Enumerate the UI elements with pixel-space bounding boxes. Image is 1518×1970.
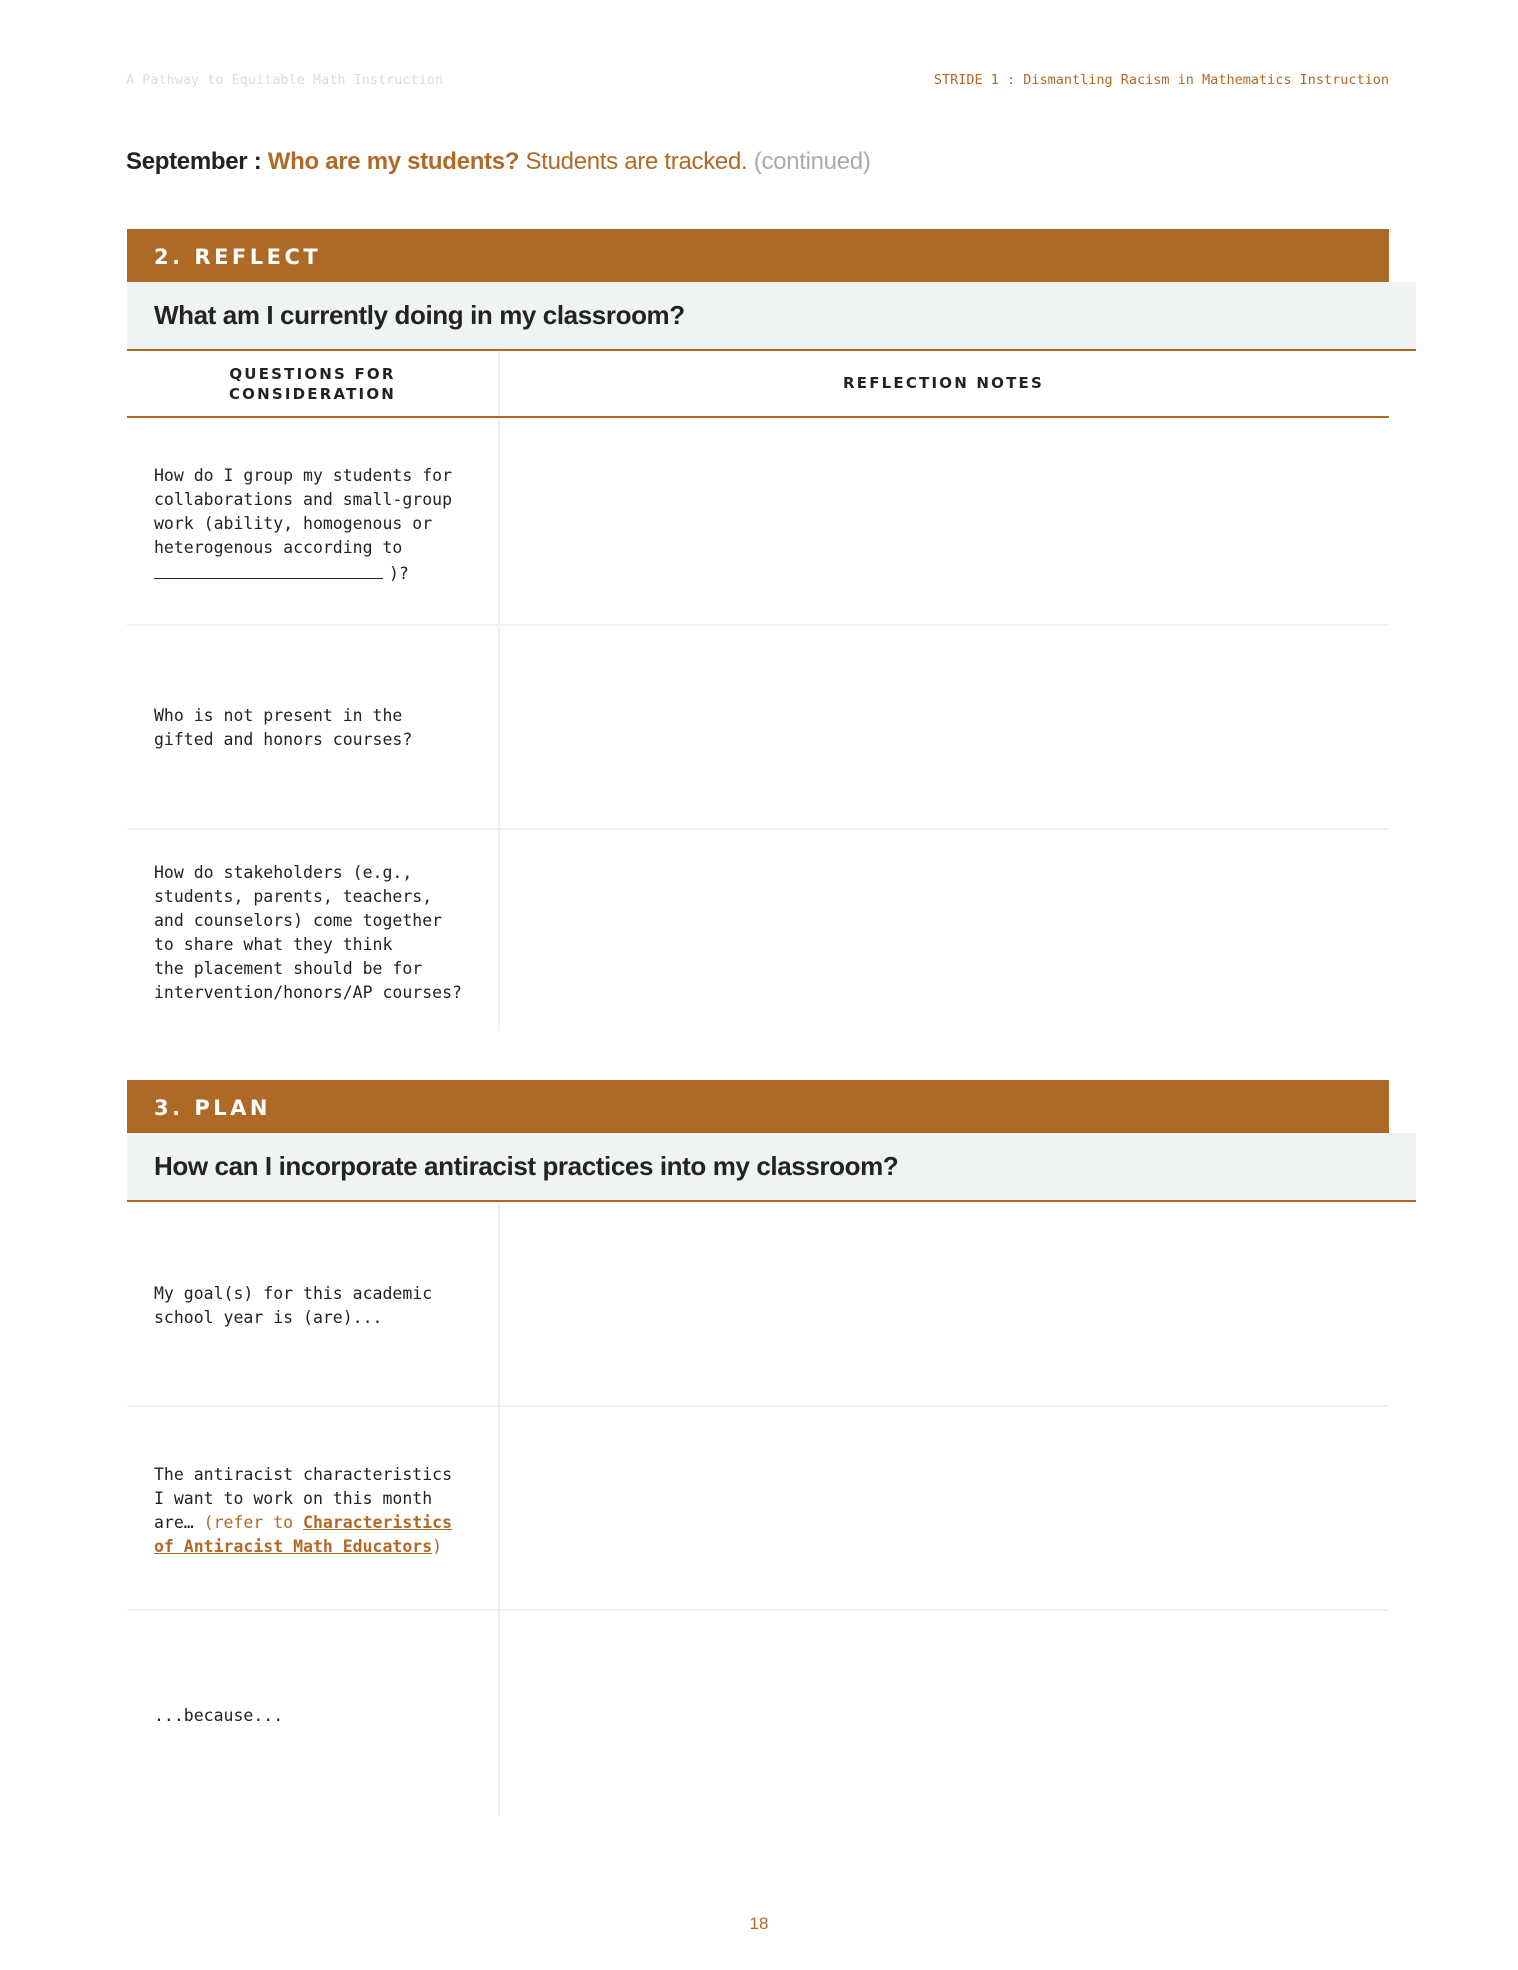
plan-characteristics-prompt (154, 1463, 484, 1559)
link-bold-first: Characteristics (303, 1513, 453, 1532)
reflect-section-bar: 2. REFLECT (127, 229, 1389, 282)
plan-notes-cell[interactable] (500, 1407, 1389, 1609)
title-continued: (continued) (753, 148, 871, 175)
title-month: September : (126, 148, 262, 175)
grouping-question-end: )? (389, 564, 409, 583)
grouping-question-text: How do I group my students for collaborations and small-group work (ability, homogenous or heterogenous according to (154, 466, 453, 557)
fill-in-blank (154, 560, 383, 579)
running-header-left: A Pathway to Equitable Math Instruction (126, 72, 443, 88)
page-title (126, 148, 871, 176)
link-bold-second: of Antiracist Math Educators (154, 1537, 433, 1556)
col-header-questions: QUESTIONS FOR CONSIDERATION (228, 365, 397, 403)
running-header-right: STRIDE 1 : Dismantling Racism in Mathematics Instruction (933, 72, 1389, 88)
col-header-notes: REFLECTION NOTES (843, 374, 1044, 392)
plan-section-bar: 3. PLAN (127, 1080, 1389, 1133)
plan-notes-cell[interactable] (500, 1611, 1389, 1816)
reflect-question-stakeholders: How do stakeholders (e.g., students, parents, teachers, and counselors) come together to share what they think the placement should be for intervention/honors/AP courses? (154, 863, 462, 1002)
title-subtitle: Students are tracked. (525, 148, 748, 175)
reflect-question-grouping (154, 464, 484, 586)
page-number: 18 (749, 1914, 769, 1933)
reflect-question-gifted: Who is not present in the gifted and honors courses? (154, 706, 413, 749)
reflect-question: What am I currently doing in my classroom? (127, 282, 1416, 351)
link-prefix: (refer to (203, 1513, 304, 1532)
plan-because-prompt: ...because... (154, 1706, 284, 1725)
plan-goals-prompt: My goal(s) for this academic school year is (are)... (154, 1284, 433, 1327)
reflection-notes-cell[interactable] (500, 830, 1389, 1031)
plan-notes-cell[interactable] (500, 1204, 1389, 1405)
reflection-notes-cell[interactable] (500, 418, 1389, 624)
plan-question: How can I incorporate antiracist practices into my classroom? (127, 1133, 1416, 1202)
characteristics-prompt-text: The antiracist characteristics I want to work on this month are… (154, 1465, 453, 1532)
link-suffix: ) (432, 1537, 443, 1556)
title-question: Who are my students? (267, 148, 520, 175)
reflection-notes-cell[interactable] (500, 626, 1389, 828)
